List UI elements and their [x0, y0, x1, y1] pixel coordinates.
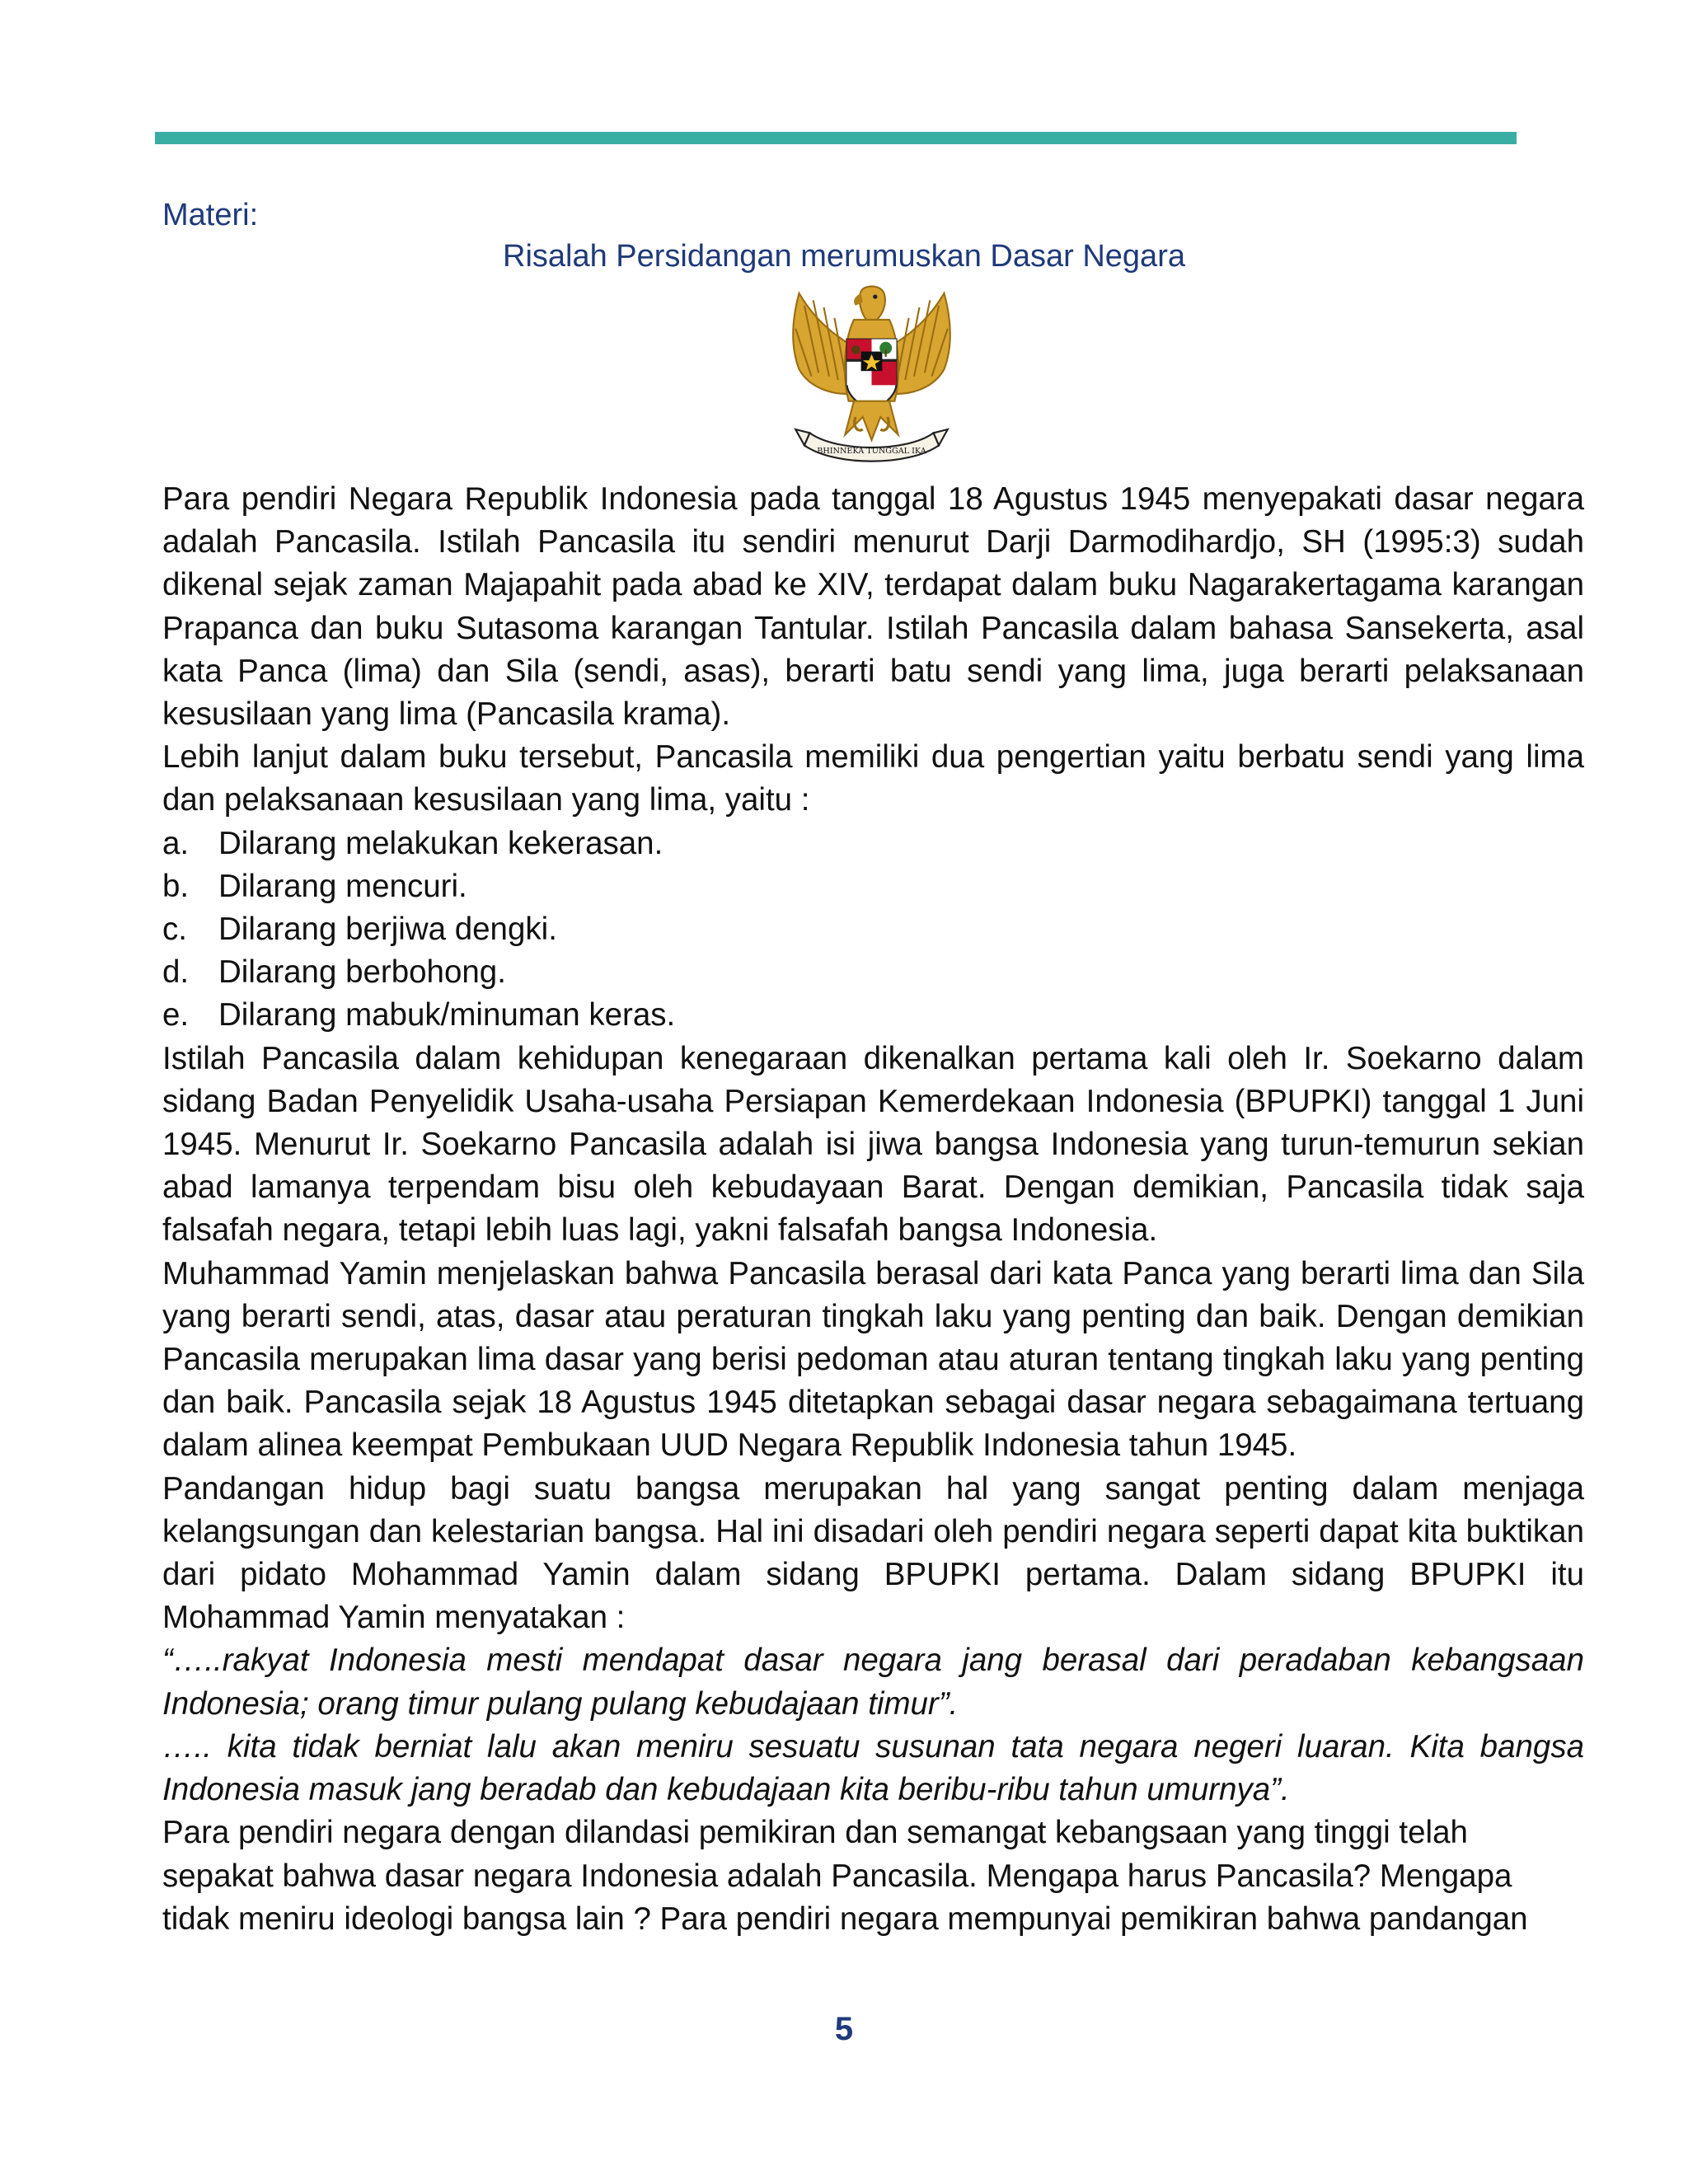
paragraph: Istilah Pancasila dalam kehidupan kenegaraan dikenalkan pertama kali oleh Ir. Soekarno dalam sidang Badan Penyelidik Usaha-usaha Persiapan Kemerdekaan Indonesia (BPUPKI) tanggal 1 Juni 1945. Menurut Ir. Soekarno Pancasila adalah isi jiwa bangsa Indonesia yang turun-temurun sekian abad lamanya terpendam bisu oleh kebudayaan Barat. Dengan demikian, Pancasila tidak saja falsafah negara, tetapi lebih luas lagi, yakni falsafah bangsa Indonesia. [162, 1040, 1584, 1249]
list-item: e. Dilarang mabuk/minuman keras. [162, 997, 676, 1033]
article-body [162, 478, 1584, 1941]
prohibition-list [162, 823, 1584, 1038]
list-item: b. Dilarang mencuri. [162, 868, 467, 904]
paragraph: Muhammad Yamin menjelaskan bahwa Pancasila berasal dari kata Panca yang berarti lima dan Sila yang berarti sendi, atas, dasar atau peraturan tingkah laku yang penting dan baik. Dengan demikian Pancasila merupakan lima dasar yang berisi pedoman atau aturan tentang tingkah laku yang penting dan baik. Pancasila sejak 18 Agustus 1945 ditetapkan sebagai dasar negara sebagaimana tertuang dalam alinea keempat Pembukaan UUD Negara Republik Indonesia tahun 1945. [162, 1255, 1584, 1464]
section-label: Materi: [162, 198, 259, 232]
emblem-motto: BHINNEKA TUNGGAL IKA [817, 446, 926, 456]
quote: “…..rakyat Indonesia mesti mendapat dasar negara jang berasal dari peradaban kebangsaan Indonesia; orang timur pulang pulang kebudajaan timur”. [162, 1643, 1584, 1722]
list-item: a. Dilarang melakukan kekerasan. [162, 825, 663, 861]
page-title: Risalah Persidangan merumuskan Dasar Negara [503, 239, 1185, 274]
paragraph: Para pendiri negara dengan dilandasi pemikiran dan semangat kebangsaan yang tinggi telah sepakat bahwa dasar negara Indonesia adalah Pancasila. Mengapa harus Pancasila? Mengapa tidak meniru ideologi bangsa lain ? Para pendiri negara mempunyai pemikiran bahwa pandangan [162, 1815, 1528, 1937]
paragraph: Para pendiri Negara Republik Indonesia pada tanggal 18 Agustus 1945 menyepakati dasar negara adalah Pancasila. Istilah Pancasila itu sendiri menurut Darji Darmodihardjo, SH (1995:3) sudah dikenal sejak zaman Majapahit pada abad ke XIV, terdapat dalam buku Nagarakertagama karangan Prapanca dan buku Sutasoma karangan Tantular. Istilah Pancasila dalam bahasa Sansekerta, asal kata Panca (lima) dan Sila (sendi, asas), berarti batu sendi yang lima, juga berarti pelaksanaan kesusilaan yang lima (Pancasila krama). [162, 481, 1584, 733]
paragraph: Pandangan hidup bagi suatu bangsa merupakan hal yang sangat penting dalam menjaga kelangsungan dan kelestarian bangsa. Hal ini disadari oleh pendiri negara seperti dapat kita buktikan dari pidato Mohammad Yamin dalam sidang BPUPKI pertama. Dalam sidang BPUPKI itu Mohammad Yamin menyatakan : [162, 1470, 1584, 1636]
list-item: c. Dilarang berjiwa dengki. [162, 912, 557, 948]
list-item: d. Dilarang berbohong. [162, 954, 506, 991]
garuda-emblem-icon [783, 284, 960, 466]
page-number: 5 [834, 2011, 854, 2047]
quote: ….. kita tidak berniat lalu akan meniru sesuatu susunan tata negara negeri luaran. Kita bangsa Indonesia masuk jang beradab dan kebudajaan kita beribu-ribu tahun umurnya”. [162, 1728, 1584, 1808]
paragraph: Lebih lanjut dalam buku tersebut, Pancasila memiliki dua pengertian yaitu berbatu sendi yang lima dan pelaksanaan kesusilaan yang lima, yaitu : [162, 739, 1584, 818]
header-rule [155, 132, 1517, 144]
